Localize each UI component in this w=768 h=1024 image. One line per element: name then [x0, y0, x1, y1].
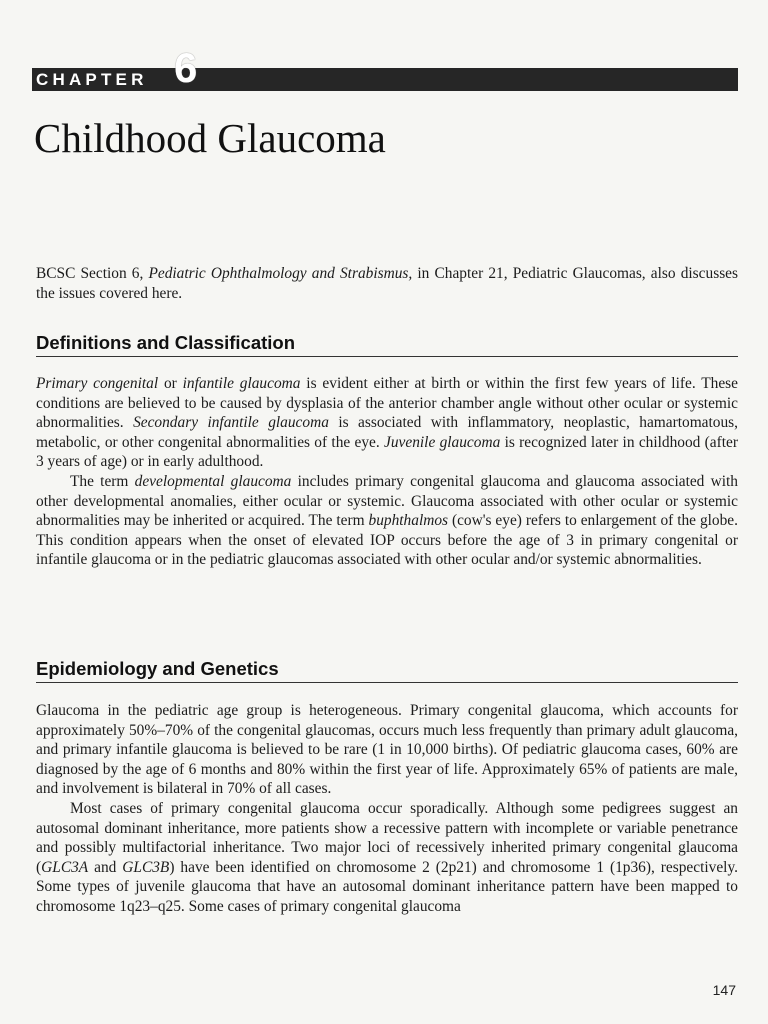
term-secondary-infantile-glaucoma: Secondary infantile glaucoma: [133, 414, 329, 432]
text-span: includes primary congenital glaucoma and glaucoma associated with other developmental anomalies, either ocular or systemic. Glaucoma associated with other ocular or systemic abnormalities may be inherited or acquired. The term: [36, 472, 738, 530]
intro-book-title: Pediatric Ophthalmology and Strabismus,: [148, 265, 413, 282]
page-number: 147: [712, 982, 736, 998]
section-heading-definitions: Definitions and Classification: [36, 332, 738, 357]
text-span: The term: [70, 472, 135, 490]
chapter-number: 6: [174, 44, 198, 91]
text-span: is evident either at birth or within the first few years of life. These conditions are believed to be caused by dysplasia of the anterior chamber angle without other ocular or systemic abnormalities.: [36, 375, 738, 432]
intro-text: BCSC Section 6,: [36, 265, 149, 282]
text-span: Most cases of primary congenital glaucoma occur sporadically. Although some pedigrees suggest an autosomal dominant inheritance, more patients show a recessive pattern with incomplete or variable penetrance and possibly multifactorial inheritance. Two major loci of recessively inherited primary congenital glaucoma (: [36, 799, 738, 876]
chapter-label: CHAPTER: [36, 70, 148, 89]
intro-paragraph: [36, 264, 738, 304]
section-heading-epidemiology: Epidemiology and Genetics: [36, 658, 738, 683]
text-span: (cow's eye) refers to enlargement of the globe. This condition appears when the onset of elevated IOP occurs before the age of 3 in primary congenital or infantile glaucoma or in the pediatric glaucomas associated with other ocular and/or systemic abnormalities.: [36, 512, 738, 569]
paragraph-definitions-2: [36, 472, 738, 570]
gene-glc3b: GLC3B: [122, 858, 170, 876]
term-infantile-glaucoma: infantile glaucoma: [182, 375, 301, 392]
paragraph-definitions-1: [36, 374, 738, 472]
chapter-title: Childhood Glaucoma: [34, 115, 386, 161]
text-span: or: [158, 375, 183, 392]
term-developmental-glaucoma: developmental glaucoma: [134, 472, 292, 490]
intro-text-end: in Chapter 21, Pediatric Glaucomas, also discusses the issues covered here.: [36, 265, 739, 302]
section-body-definitions: [36, 374, 738, 570]
text-span: is recognized later in childhood (after 3 years of age) or in early adulthood.: [36, 433, 738, 471]
term-primary-congenital: Primary congenital: [36, 375, 159, 392]
text-span: is associated with inflammatory, neoplastic, hamartomatous, metabolic, or other congenital abnormalities of the eye.: [36, 414, 738, 451]
gene-glc3a: GLC3A: [41, 858, 89, 876]
text-span: and: [88, 858, 123, 876]
term-juvenile-glaucoma: Juvenile glaucoma: [384, 433, 501, 451]
paragraph-epidemiology-1: Glaucoma in the pediatric age group is heterogeneous. Primary congenital glaucoma, which accounts for approximately 50%–70% of the congenital glaucomas, occurs much less frequently than primary adult glaucoma, and primary infantile glaucoma is believed to be rare (1 in 10,000 births). Of pediatric glaucoma cases, 60% are diagnosed by the age of 6 months and 80% within the first year of life. Approximately 65% of patients are male, and involvement is bilateral in 70% of all cases.: [36, 702, 738, 798]
term-buphthalmos: buphthalmos: [368, 512, 449, 530]
paragraph-epidemiology-2: [36, 799, 738, 917]
text-span: ) have been identified on chromosome 2 (2p21) and chromosome 1 (1p36), respectively. Some types of juvenile glaucoma that have an autosomal dominant inheritance pattern have been mapped to chromosome 1q23–q25. Some cases of primary congenital glaucoma: [36, 858, 738, 915]
section-body-epidemiology: [36, 701, 738, 917]
